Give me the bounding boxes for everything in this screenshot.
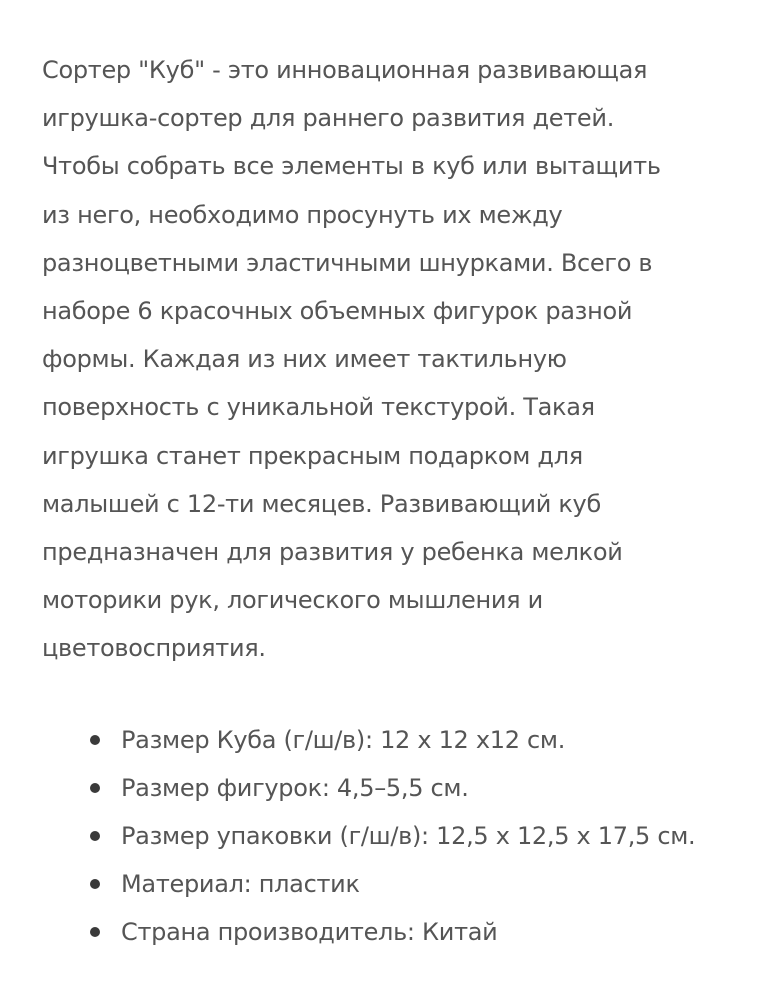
description-line: из него, необходимо просунуть их между (42, 200, 563, 229)
specs-list (42, 716, 742, 956)
description-line: формы. Каждая из них имеет тактильную (42, 345, 567, 374)
description-line: наборе 6 красочных объемных фигурок разной (42, 296, 633, 325)
spec-item-material (42, 860, 742, 908)
spec-item-country (42, 908, 742, 956)
spec-item-cube-size (42, 716, 742, 764)
spec-text: Размер фигурок: 4,5–5,5 см. (121, 774, 469, 803)
description-line: Сортер "Куб" - это инновационная развивающая (42, 56, 648, 84)
spec-text: Материал: пластик (121, 870, 360, 899)
description-line: игрушка станет прекрасным подарком для (42, 441, 583, 470)
spec-text: Размер Куба (г/ш/в): 12 х 12 х12 см. (121, 726, 566, 755)
bullet-icon (90, 927, 100, 937)
spec-item-figure-size (42, 764, 742, 812)
description-paragraph (42, 46, 742, 672)
description-line: малышей с 12-ти месяцев. Развивающий куб (42, 489, 601, 518)
description-line: поверхность с уникальной текстурой. Такая (42, 393, 595, 422)
spec-text: Размер упаковки (г/ш/в): 12,5 х 12,5 х 17,5 см. (121, 822, 696, 851)
description-line: Чтобы собрать все элементы в куб или вытащить (42, 152, 661, 181)
spec-item-package-size (42, 812, 742, 860)
bullet-icon (90, 831, 100, 841)
description-line: разноцветными эластичными шнурками. Всего в (42, 248, 653, 277)
description-line: цветовосприятия. (42, 634, 266, 663)
bullet-icon (90, 735, 100, 745)
bullet-icon (90, 879, 100, 889)
spec-text: Страна производитель: Китай (121, 918, 498, 947)
bullet-icon (90, 783, 100, 793)
description-line: предназначен для развития у ребенка мелкой (42, 537, 623, 566)
description-line: игрушка-сортер для раннего развития детей. (42, 104, 615, 133)
description-line: моторики рук, логического мышления и (42, 586, 543, 615)
